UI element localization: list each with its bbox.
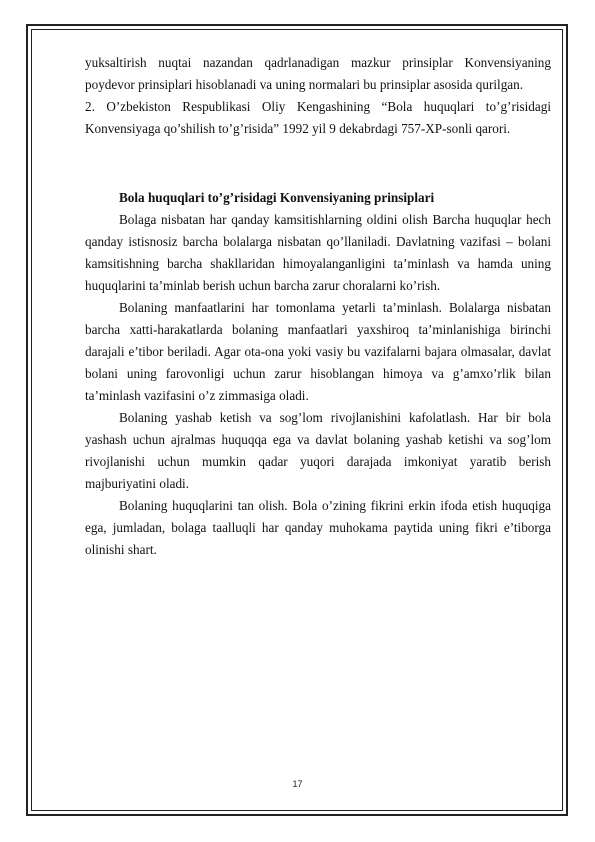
section-heading: Bola huquqlari to’g’risidagi Konvensiyaning prinsiplari [119,190,435,205]
reference-paragraph: 2. O’zbekiston Respublikasi Oliy Kengashining “Bola huquqlari to’g’risidagi Konvensiyaga qo’shilish to’g’risida” 1992 yil 9 dekabrdagi 757-XP-sonli qarori. [85,99,551,136]
document-body [85,52,551,561]
principle-paragraph-participation: Bolaning huquqlarini tan olish. Bola o’zining fikrini erkin ifoda etish huquqiga ega, jumladan, bolaga taalluqli har qanday muhokama paytida uning fikri e’tiborga olinishi shart. [85,498,551,557]
principle-paragraph-survival-development: Bolaning yashab ketish va sog’lom rivojlanishini kafolatlash. Har bir bola yashash uchun ajralmas huquqqa ega va davlat bolaning yashab ketishi va sog’lom rivojlanishi uchun mumkin qadar yuqori darajada imkoniyat yaratib berish majburiyatini oladi. [85,410,551,491]
principle-paragraph-best-interests: Bolaning manfaatlarini har tomonlama yetarli ta’minlash. Bolalarga nisbatan barcha xatti-harakatlarda bolaning manfaatlari yaxshiroq ta’minlanishiga birinchi darajali e’tibor beriladi. Agar ota-ona yoki vasiy bu vazifalarni bajara olmasalar, davlat bolani uning farovonligi uchun zarur hisoblangan himoya va g’amxo’rlik bilan ta’minlash vazifasini o’z zimmasiga oladi. [85,300,551,403]
page-number: 17 [292,779,303,789]
principle-paragraph-non-discrimination: Bolaga nisbatan har qanday kamsitishlarning oldini olish Barcha huquqlar hech qanday istisnosiz barcha bolalarga nisbatan qo’llaniladi. Davlatning vazifasi – bolani kamsitishning barcha shakllaridan himoyalanganligini ta’minlash va hamda uning huquqlarini ta’minlab berish uchun barcha zarur choralarni ko’rish. [85,212,551,293]
intro-paragraph: yuksaltirish nuqtai nazandan qadrlanadigan mazkur prinsiplar Konvensiyaning poydevor prinsiplari hisoblanadi va uning normalari bu prinsiplar asosida qurilgan. [85,55,551,92]
